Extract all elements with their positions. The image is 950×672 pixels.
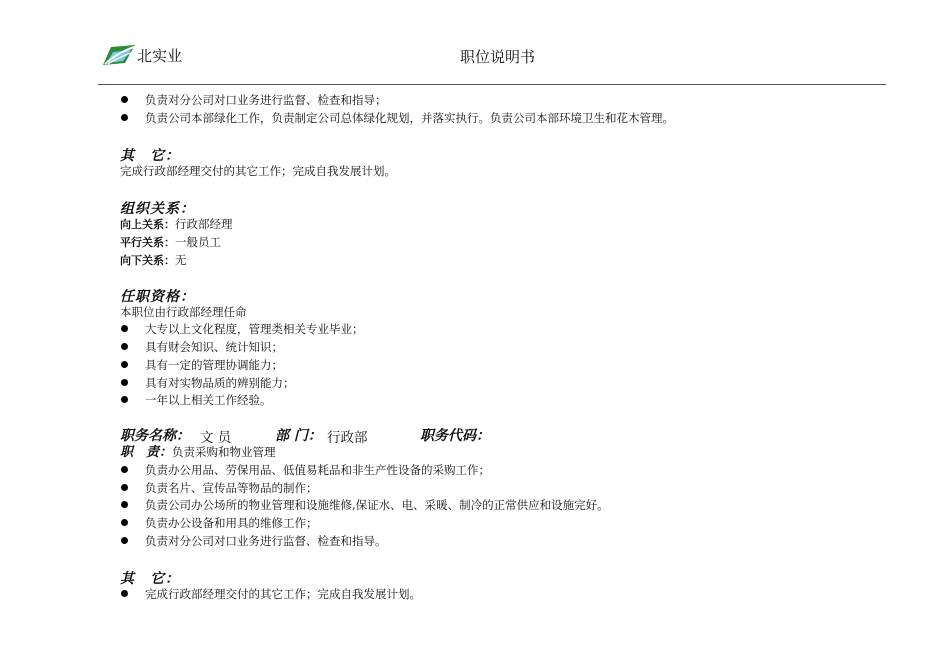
bullet-icon xyxy=(121,96,128,103)
bullet-icon xyxy=(121,519,128,526)
duty-line: 职 责：负责采购和物业管理 xyxy=(120,445,276,460)
company-logo-icon xyxy=(101,43,135,67)
job-name-label: 职务名称： xyxy=(120,428,190,444)
bullet-icon xyxy=(121,484,128,491)
company-name: 北实业 xyxy=(137,47,183,65)
bullet-icon xyxy=(121,379,128,386)
bullet-icon xyxy=(121,537,128,544)
section-heading-other: 其 它： xyxy=(120,148,180,164)
section-heading-other-2: 其 它： xyxy=(120,571,180,587)
qual-intro: 本职位由行政部经理任命 xyxy=(120,305,247,319)
org-up: 向上关系：行政部经理 xyxy=(120,217,233,231)
section-heading-org: 组织关系： xyxy=(120,201,195,217)
section-heading-qualifications: 任职资格： xyxy=(120,289,195,305)
bullet-icon xyxy=(121,114,128,121)
bullet-icon xyxy=(121,501,128,508)
bullet-icon xyxy=(121,466,128,473)
document-title: 职位说明书 xyxy=(460,48,536,66)
bullet-icon xyxy=(121,396,128,403)
bullet-icon xyxy=(121,325,128,332)
other-text: 完成行政部经理交付的其它工作；完成自我发展计划。 xyxy=(120,164,396,178)
job-code-label: 职务代码： xyxy=(420,428,490,444)
job-header-row xyxy=(120,425,720,445)
dept-value: 行政部 xyxy=(327,430,368,446)
bullet-icon xyxy=(121,343,128,350)
bullet-icon xyxy=(121,361,128,368)
job-name-value: 文 员 xyxy=(200,430,232,446)
org-parallel: 平行关系：一般员工 xyxy=(120,235,221,249)
dept-label: 部 门： xyxy=(275,428,322,444)
bullet-icon xyxy=(121,590,128,597)
header-divider xyxy=(98,84,886,85)
page-header xyxy=(0,0,950,86)
org-down: 向下关系：无 xyxy=(120,253,187,267)
